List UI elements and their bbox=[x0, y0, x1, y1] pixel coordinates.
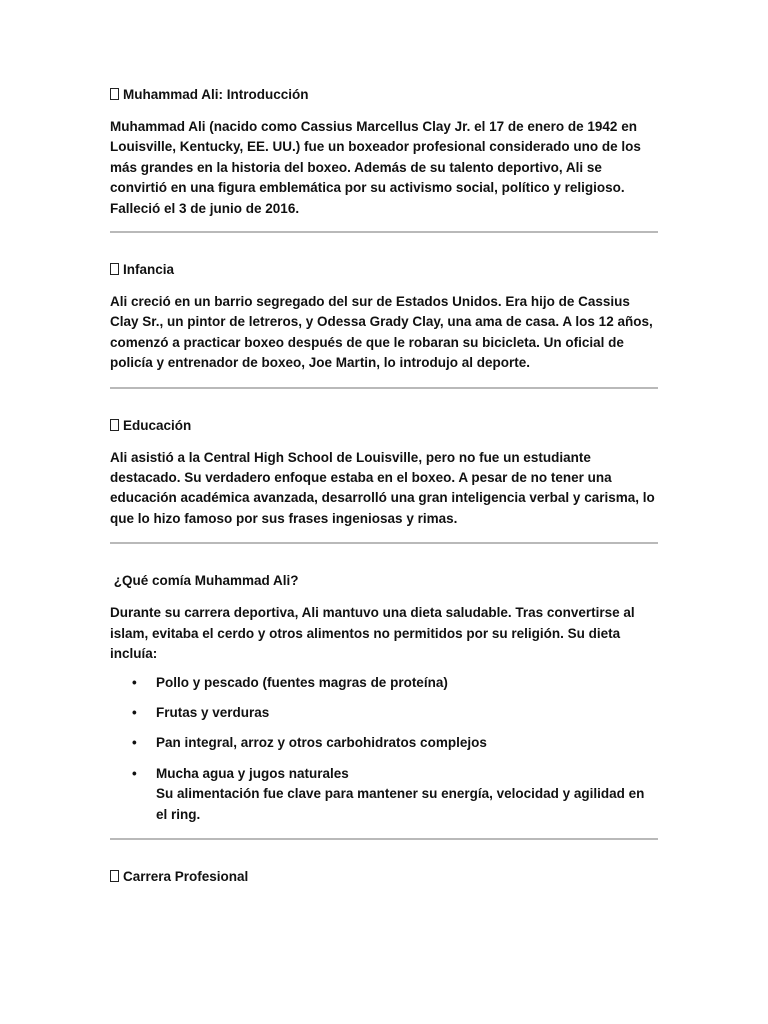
section-heading-carrera bbox=[110, 868, 658, 886]
missing-glyph-icon bbox=[110, 88, 119, 100]
section-divider bbox=[110, 838, 658, 840]
list-item-text: Pollo y pescado (fuentes magras de proteína) bbox=[156, 674, 448, 690]
bullet-icon: • bbox=[132, 704, 137, 720]
bullet-icon: • bbox=[132, 735, 137, 751]
bullet-icon: • bbox=[132, 765, 137, 781]
list-item-text: Pan integral, arroz y otros carbohidratos complejos bbox=[156, 735, 487, 751]
list-item bbox=[110, 673, 658, 693]
section-title: Muhammad Ali: Introducción bbox=[123, 87, 309, 102]
section-title: Educación bbox=[123, 417, 192, 433]
section-heading-infancia bbox=[110, 261, 658, 279]
section-title: ¿Qué comía Muhammad Ali? bbox=[110, 573, 299, 589]
section-title: Carrera Profesional bbox=[123, 868, 249, 884]
section-divider bbox=[110, 542, 658, 544]
list-item bbox=[110, 703, 658, 723]
bullet-icon: • bbox=[132, 674, 137, 690]
section-divider bbox=[110, 387, 658, 389]
diet-list bbox=[110, 673, 658, 825]
section-divider bbox=[110, 231, 658, 233]
section-paragraph-dieta: Durante su carrera deportiva, Ali mantuvo una dieta saludable. Tras convertirse al islam, evitaba el cerdo y otros alimentos no permitidos por su religión. Su dieta incluía: bbox=[110, 605, 635, 662]
section-heading-intro bbox=[110, 86, 658, 104]
section-heading-dieta bbox=[110, 572, 658, 590]
section-paragraph-educacion: Ali asistió a la Central High School de Louisville, pero no fue un estudiante destacado. Su verdadero enfoque estaba en el boxeo. A pesar de no tener una educación académica avanzada, desarrolló una gran inteligencia verbal y carisma, lo que lo hizo famoso por sus frases ingeniosas y rimas. bbox=[110, 449, 655, 526]
section-paragraph-intro: Muhammad Ali (nacido como Cassius Marcellus Clay Jr. el 17 de enero de 1942 en Louisville, Kentucky, EE. UU.) fue un boxeador profesional considerado uno de los más grandes en la historia del boxeo. Además de su talento deportivo, Ali se convirtió en una figura emblemática por su activismo social, político y religioso. Falleció el 3 de junio de 2016. bbox=[110, 119, 641, 216]
list-item bbox=[110, 764, 658, 825]
list-item-text: Mucha agua y jugos naturales bbox=[156, 765, 349, 781]
diet-closing-text: Su alimentación fue clave para mantener su energía, velocidad y agilidad en el ring. bbox=[156, 786, 645, 822]
document-page bbox=[110, 86, 658, 899]
section-heading-educacion bbox=[110, 417, 658, 435]
list-item bbox=[110, 733, 658, 753]
missing-glyph-icon bbox=[110, 870, 119, 882]
missing-glyph-icon bbox=[110, 419, 119, 431]
list-item-text: Frutas y verduras bbox=[156, 704, 270, 720]
section-paragraph-infancia: Ali creció en un barrio segregado del sur de Estados Unidos. Era hijo de Cassius Clay Sr., un pintor de letreros, y Odessa Grady Clay, una ama de casa. A los 12 años, comenzó a practicar boxeo después de que le robaran su bicicleta. Un oficial de policía y entrenador de boxeo, Joe Martin, lo introdujo al deporte. bbox=[110, 294, 653, 371]
section-title: Infancia bbox=[123, 262, 175, 278]
missing-glyph-icon bbox=[110, 263, 119, 275]
